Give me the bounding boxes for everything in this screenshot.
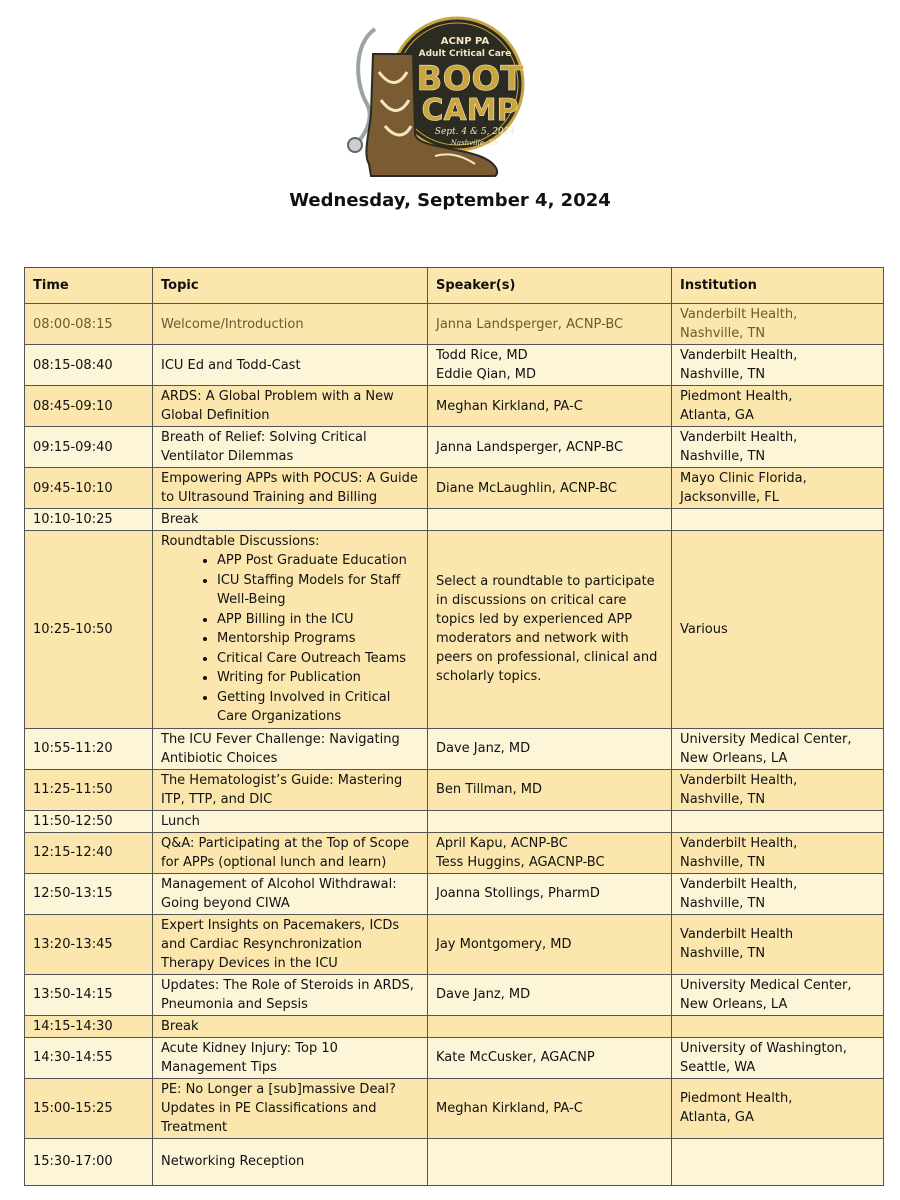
table-row [25, 1078, 884, 1138]
topic-cell: Lunch [153, 810, 428, 832]
table-row [25, 1138, 884, 1185]
institution-cell: Vanderbilt Health, Nashville, TN [672, 832, 884, 873]
time-cell: 12:50-13:15 [25, 873, 153, 914]
topic-cell: Break [153, 1015, 428, 1037]
speaker-cell: Joanna Stollings, PharmD [428, 873, 672, 914]
topic-cell: The Hematologist’s Guide: Mastering ITP, TTP, and DIC [153, 769, 428, 810]
speaker-cell: Jay Montgomery, MD [428, 914, 672, 974]
logo-line2: Adult Critical Care [418, 49, 512, 59]
topic-cell: ARDS: A Global Problem with a New Global Definition [153, 386, 428, 427]
speaker-cell: Meghan Kirkland, PA-C [428, 386, 672, 427]
time-cell: 15:00-15:25 [25, 1078, 153, 1138]
institution-cell: Vanderbilt Health, Nashville, TN [672, 769, 884, 810]
schedule-table [24, 267, 884, 1186]
header-time: Time [25, 268, 153, 304]
logo-location: Nashville, TN [450, 139, 500, 147]
institution-cell: University Medical Center, New Orleans, LA [672, 728, 884, 769]
institution-cell [672, 1138, 884, 1185]
speaker-cell: Meghan Kirkland, PA-C [428, 1078, 672, 1138]
logo-line3: BOOT [416, 59, 524, 99]
time-cell: 13:20-13:45 [25, 914, 153, 974]
logo-dates: Sept. 4 & 5, 2024 [434, 127, 516, 137]
speaker-cell: April Kapu, ACNP-BC Tess Huggins, AGACNP-BC [428, 832, 672, 873]
logo-line1: ACNP PA [440, 36, 490, 47]
topic-cell: Expert Insights on Pacemakers, ICDs and Cardiac Resynchronization Therapy Devices in the ICU [153, 914, 428, 974]
roundtable-list [161, 551, 419, 727]
time-cell: 15:30-17:00 [25, 1138, 153, 1185]
topic-cell [153, 531, 428, 729]
page-title: Wednesday, September 4, 2024 [289, 190, 611, 211]
header-row [25, 268, 884, 304]
institution-cell [672, 509, 884, 531]
topic-cell: Acute Kidney Injury: Top 10 Management Tips [153, 1037, 428, 1078]
table-row [25, 974, 884, 1015]
institution-cell: University of Washington, Seattle, WA [672, 1037, 884, 1078]
topic-cell: PE: No Longer a [sub]massive Deal? Updates in PE Classifications and Treatment [153, 1078, 428, 1138]
table-row [25, 468, 884, 509]
speaker-cell [428, 1138, 672, 1185]
time-cell: 09:15-09:40 [25, 427, 153, 468]
time-cell: 10:55-11:20 [25, 728, 153, 769]
list-item: • Writing for Publication [217, 668, 419, 688]
topic-cell: Management of Alcohol Withdrawal: Going beyond CIWA [153, 873, 428, 914]
topic-cell: Welcome/Introduction [153, 304, 428, 345]
institution-cell: Vanderbilt Health, Nashville, TN [672, 304, 884, 345]
time-cell: 08:00-08:15 [25, 304, 153, 345]
table-row [25, 914, 884, 974]
time-cell: 14:15-14:30 [25, 1015, 153, 1037]
institution-cell: University Medical Center, New Orleans, LA [672, 974, 884, 1015]
time-cell: 11:50-12:50 [25, 810, 153, 832]
time-cell: 14:30-14:55 [25, 1037, 153, 1078]
table-row [25, 509, 884, 531]
list-item: • APP Billing in the ICU [217, 610, 419, 630]
topic-cell: The ICU Fever Challenge: Navigating Antibiotic Choices [153, 728, 428, 769]
speaker-cell: Janna Landsperger, ACNP-BC [428, 304, 672, 345]
institution-cell: Vanderbilt Health Nashville, TN [672, 914, 884, 974]
list-item: • ICU Staffing Models for Staff Well-Being [217, 571, 419, 610]
table-row [25, 769, 884, 810]
speaker-cell [428, 1015, 672, 1037]
table-row [25, 810, 884, 832]
speaker-cell: Ben Tillman, MD [428, 769, 672, 810]
time-cell: 10:25-10:50 [25, 531, 153, 729]
table-row [25, 1037, 884, 1078]
time-cell: 13:50-14:15 [25, 974, 153, 1015]
speaker-cell: Todd Rice, MD Eddie Qian, MD [428, 345, 672, 386]
institution-cell: Mayo Clinic Florida, Jacksonville, FL [672, 468, 884, 509]
header-institution: Institution [672, 268, 884, 304]
institution-cell: Various [672, 531, 884, 729]
header-topic: Topic [153, 268, 428, 304]
speaker-cell: Dave Janz, MD [428, 728, 672, 769]
topic-cell: ICU Ed and Todd-Cast [153, 345, 428, 386]
institution-cell: Piedmont Health, Atlanta, GA [672, 386, 884, 427]
institution-cell: Piedmont Health, Atlanta, GA [672, 1078, 884, 1138]
list-item: • Mentorship Programs [217, 629, 419, 649]
table-row [25, 1015, 884, 1037]
speaker-cell: Dave Janz, MD [428, 974, 672, 1015]
speaker-cell: Janna Landsperger, ACNP-BC [428, 427, 672, 468]
time-cell: 08:45-09:10 [25, 386, 153, 427]
table-row [25, 531, 884, 729]
time-cell: 08:15-08:40 [25, 345, 153, 386]
topic-cell: Updates: The Role of Steroids in ARDS, Pneumonia and Sepsis [153, 974, 428, 1015]
time-cell: 11:25-11:50 [25, 769, 153, 810]
speaker-cell [428, 509, 672, 531]
list-item: • Critical Care Outreach Teams [217, 649, 419, 669]
boot-camp-logo [345, 14, 545, 184]
header-speaker: Speaker(s) [428, 268, 672, 304]
time-cell: 09:45-10:10 [25, 468, 153, 509]
table-row [25, 304, 884, 345]
topic-heading: Roundtable Discussions: [161, 534, 320, 549]
table-row [25, 386, 884, 427]
topic-cell: Breath of Relief: Solving Critical Ventilator Dilemmas [153, 427, 428, 468]
list-item: • Getting Involved in Critical Care Organizations [217, 688, 419, 727]
institution-cell: Vanderbilt Health, Nashville, TN [672, 345, 884, 386]
time-cell: 12:15-12:40 [25, 832, 153, 873]
institution-cell: Vanderbilt Health, Nashville, TN [672, 873, 884, 914]
table-row [25, 728, 884, 769]
topic-cell: Break [153, 509, 428, 531]
speaker-cell [428, 810, 672, 832]
institution-cell [672, 1015, 884, 1037]
speaker-cell: Diane McLaughlin, ACNP-BC [428, 468, 672, 509]
topic-cell: Q&A: Participating at the Top of Scope for APPs (optional lunch and learn) [153, 832, 428, 873]
time-cell: 10:10-10:25 [25, 509, 153, 531]
table-row [25, 345, 884, 386]
institution-cell: Vanderbilt Health, Nashville, TN [672, 427, 884, 468]
speaker-cell: Kate McCusker, AGACNP [428, 1037, 672, 1078]
topic-cell: Networking Reception [153, 1138, 428, 1185]
table-row [25, 427, 884, 468]
institution-cell [672, 810, 884, 832]
speaker-cell: Select a roundtable to participate in discussions on critical care topics led by experienced APP moderators and network with peers on professional, clinical and scholarly topics. [428, 531, 672, 729]
topic-cell: Empowering APPs with POCUS: A Guide to Ultrasound Training and Billing [153, 468, 428, 509]
logo-line4: CAMP [421, 93, 519, 128]
table-row [25, 873, 884, 914]
table-row [25, 832, 884, 873]
list-item: • APP Post Graduate Education [217, 551, 419, 571]
